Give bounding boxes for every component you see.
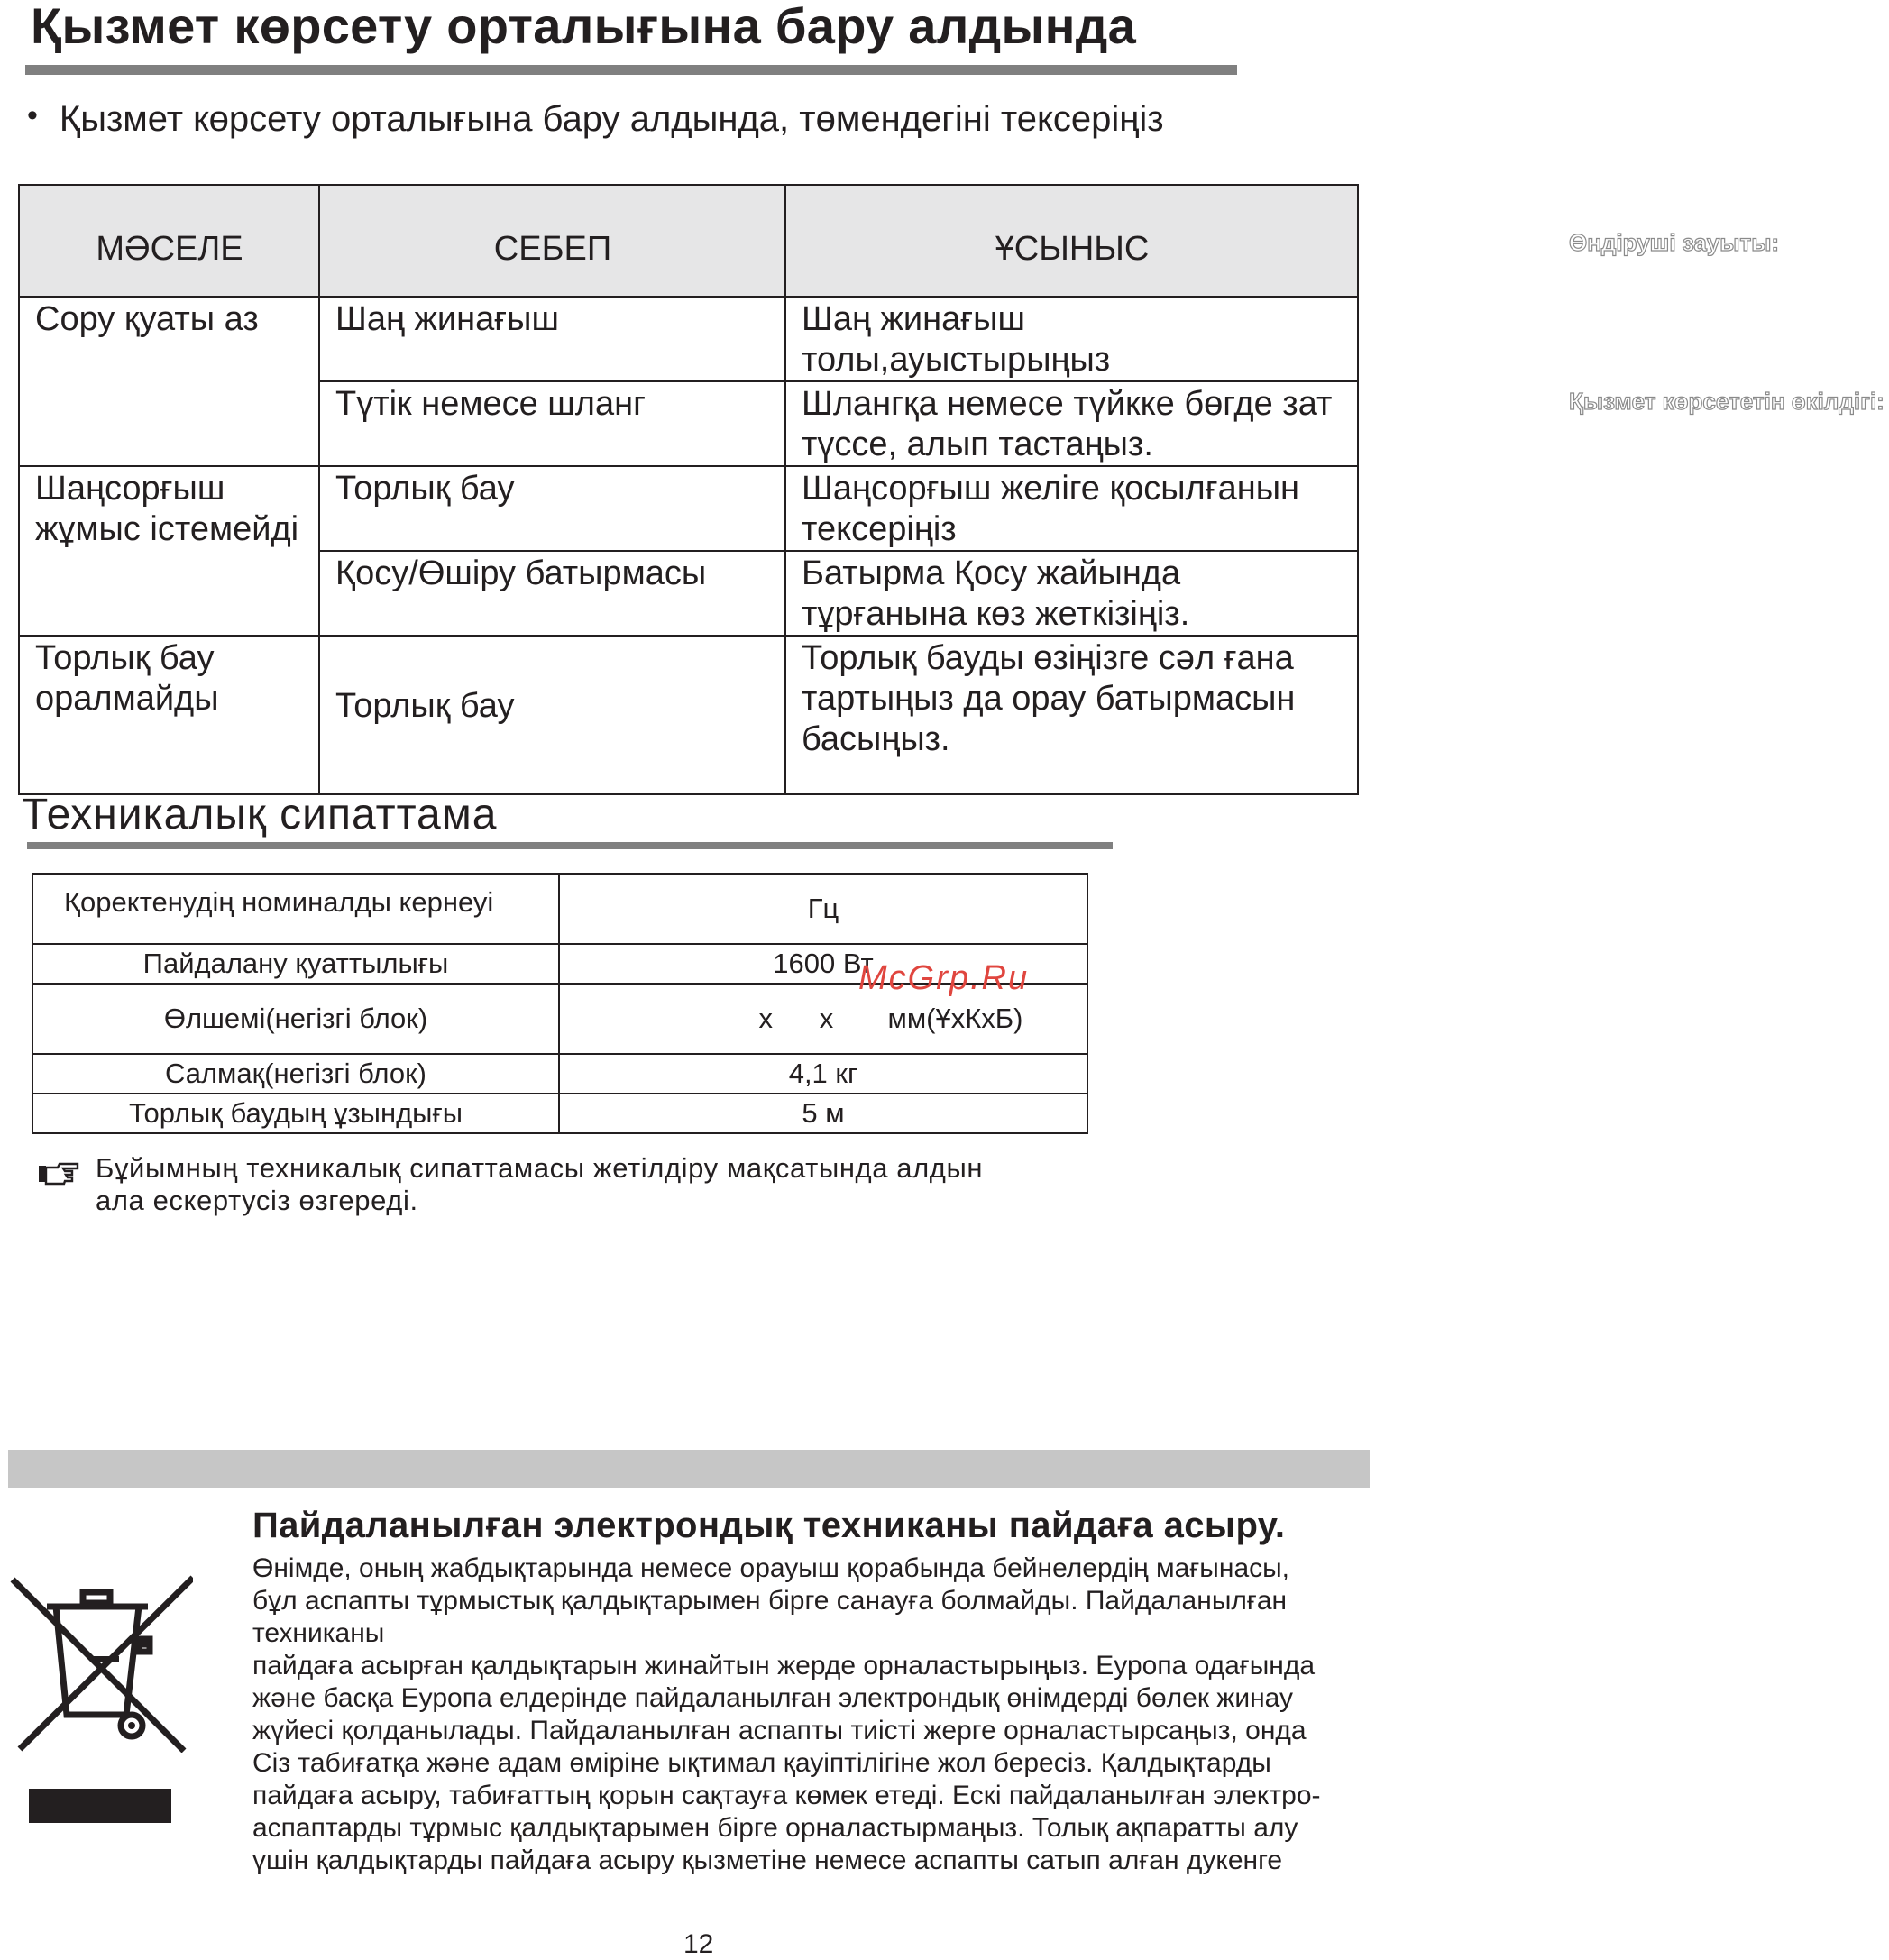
paragraph-line: бұл аспапты тұрмыстық қалдықтарымен бірге санауға болмайды. Пайдаланылған — [252, 1586, 1288, 1616]
spec-value: х х мм(ҰхКхБ) — [559, 984, 1087, 1054]
advice-cell: Торлық бауды өзіңізге сәл ғана тартыңыз да орау батырмасын басыңыз. — [785, 636, 1358, 794]
paragraph-line: және басқа Еуропа елдерінде пайдаланылған электрондық өнімдерді бөлек жинау — [252, 1683, 1294, 1713]
spec-value: 5 м — [559, 1094, 1087, 1133]
table-row — [19, 297, 1358, 381]
crossed-bin-icon — [7, 1572, 193, 1753]
specs-title: Техникалық сипаттама — [22, 791, 498, 838]
spec-value: Гц — [559, 874, 1087, 944]
note-line: ала ескертусіз өзгереді. — [96, 1185, 418, 1216]
section-divider — [8, 1450, 1370, 1488]
cause-cell: Торлық бау — [319, 466, 785, 551]
spec-label: Пайдалану қуаттылығы — [32, 944, 559, 984]
spec-label: Өлшемі(негізгі блок) — [32, 984, 559, 1054]
paragraph-line: Сіз табиғатқа және адам өміріне ықтимал қауіптілігіне жол бересіз. Қалдықтарды — [252, 1748, 1271, 1778]
spec-row — [32, 1054, 1087, 1094]
advice-cell: Шаң жинағыш толы,ауыстырыңыз — [785, 297, 1358, 381]
spec-label: Салмақ(негізгі блок) — [32, 1054, 559, 1094]
problem-cell: Шаңсорғыш жұмыс істемейді — [19, 466, 319, 636]
header-advice: ҰСЫНЫС — [785, 185, 1358, 297]
paragraph-line: жүйесі қолданылады. Пайдаланылған аспапты тиісті жерге орналастырсаңыз, онда — [252, 1716, 1307, 1745]
header-problem: МӘСЕЛЕ — [19, 185, 319, 297]
table-row — [19, 636, 1358, 794]
page-number: 12 — [683, 1929, 714, 1959]
paragraph-line: техниканы — [252, 1618, 385, 1648]
spec-row — [32, 1094, 1087, 1133]
table-header-row — [19, 185, 1358, 297]
header-cause: СЕБЕП — [319, 185, 785, 297]
pointing-hand-icon — [38, 1157, 79, 1189]
advice-cell: Батырма Қосу жайында тұрғанына көз жеткізіңіз. — [785, 551, 1358, 636]
paragraph-line: үшін қалдықтарды пайдаға асыру қызметіне немесе аспапты сатып алған дукенге — [252, 1846, 1283, 1875]
spec-value: 1600 Вт — [559, 944, 1087, 984]
intro-text: Қызмет көрсету орталығына бару алдында, төмендегіні тексеріңіз — [59, 99, 1164, 139]
title-underline — [25, 65, 1237, 75]
spec-label: Торлық баудың ұзындығы — [32, 1094, 559, 1133]
advice-cell: Шаңсорғыш желіге қосылғанын тексеріңіз — [785, 466, 1358, 551]
cause-cell: Қосу/Өшіру батырмасы — [319, 551, 785, 636]
problem-cell: Сору қуаты аз — [19, 297, 319, 466]
intro-bullet: • Қызмет көрсету орталығына бару алдында, төмендегіні тексеріңіз — [27, 98, 1164, 139]
paragraph-line: Өнімде, оның жабдықтарында немесе орауыш қорабында бейнелердің мағынасы, — [252, 1553, 1290, 1583]
spec-label: Қоректенудің номиналды кернеуі — [32, 874, 559, 944]
watermark: McGrp.Ru — [858, 959, 1030, 997]
cause-cell: Түтік немесе шланг — [319, 381, 785, 466]
cause-cell: Шаң жинағыш — [319, 297, 785, 381]
spec-value: 4,1 кг — [559, 1054, 1087, 1094]
cause-cell: Торлық бау — [319, 636, 785, 794]
note-line: Бұйымның техникалық сипаттамасы жетілдіру мақсатында алдын — [96, 1152, 984, 1184]
page-title: Қызмет көрсету орталығына бару алдында — [31, 0, 1137, 54]
specs-underline — [27, 842, 1113, 849]
spec-row — [32, 874, 1087, 944]
recycling-title: Пайдаланылған электрондық техниканы пайдаға асыру. — [252, 1506, 1286, 1545]
weee-bar — [29, 1789, 171, 1823]
advice-cell: Шлангқа немесе түйкке бөгде зат түссе, алып тастаңыз. — [785, 381, 1358, 466]
paragraph-line: аспаптарды тұрмыс қалдықтарымен бірге орналастырмаңыз. Толық ақпаратты алу — [252, 1813, 1298, 1843]
specs-table — [32, 873, 1088, 1134]
paragraph-line: пайдаға асырған қалдықтарын жинайтын жерде орналастырыңыз. Еуропа одағында — [252, 1651, 1316, 1681]
troubleshooting-table — [18, 184, 1359, 795]
service-label: Қызмет көрсететін өкілдігі: — [1569, 388, 1884, 415]
spec-note — [96, 1152, 983, 1217]
problem-cell: Торлық бау оралмайды — [19, 636, 319, 794]
paragraph-line: пайдаға асыру, табиғаттың қорын сақтауға көмек етеді. Ескі пайдаланылған электро- — [252, 1781, 1321, 1810]
manufacturer-label: Өндіруші зауыты: — [1569, 229, 1780, 256]
table-row — [19, 466, 1358, 551]
recycling-paragraph — [252, 1552, 1425, 1877]
